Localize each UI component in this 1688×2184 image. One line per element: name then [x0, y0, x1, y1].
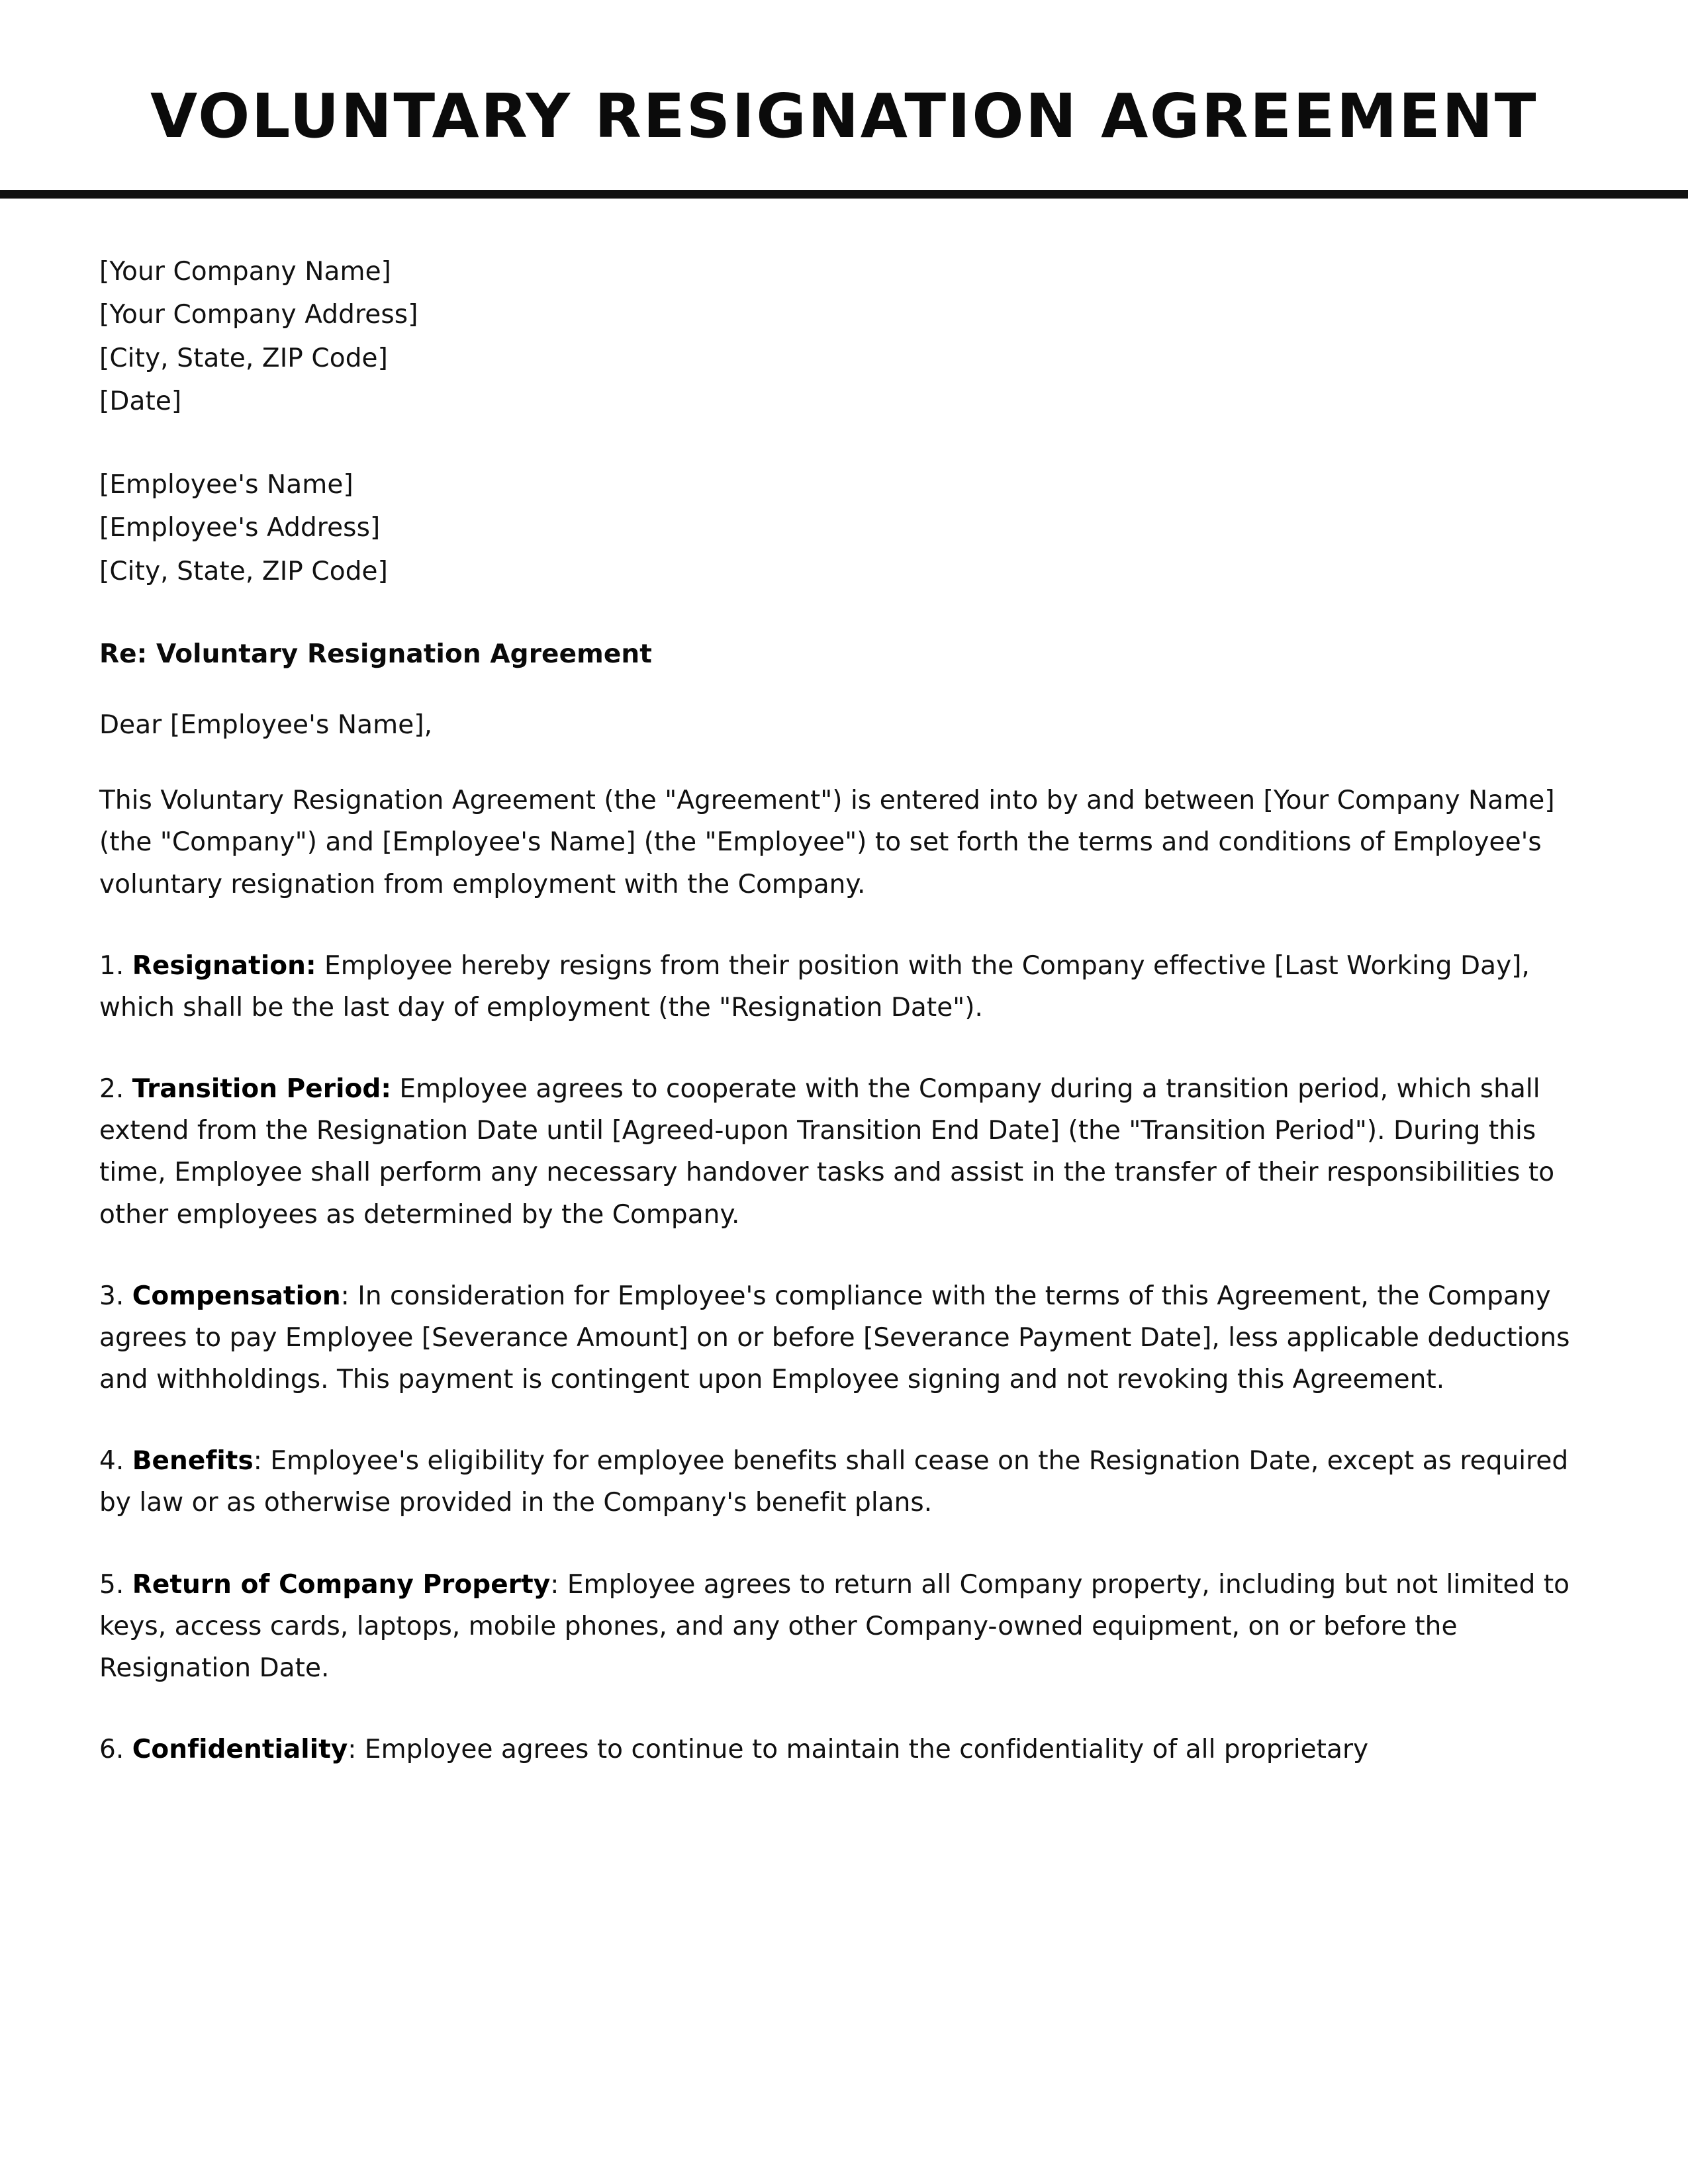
- company-address-line: [Your Company Address]: [99, 300, 418, 330]
- section-paragraph-5: [99, 1564, 1589, 1690]
- section-number-3: 3.: [99, 1281, 124, 1311]
- section-heading-2: Transition Period:: [132, 1074, 391, 1105]
- section-paragraph-1: [99, 945, 1589, 1028]
- salutation: Dear [Employee's Name],: [99, 710, 433, 741]
- address-block-spacer: [99, 424, 1589, 463]
- employee-name-line: [Employee's Name]: [99, 469, 353, 500]
- section-number-6: 6.: [99, 1735, 124, 1765]
- section-heading-6: Confidentiality: [132, 1735, 348, 1765]
- section-body-4: : Employee's eligibility for employee benefits shall cease on the Resignation Date, except as required by law or as otherwise provided in the Company's benefit plans.: [99, 1446, 1569, 1518]
- section-number-5: 5.: [99, 1569, 124, 1600]
- title-area: [0, 0, 1688, 152]
- section-heading-5: Return of Company Property: [132, 1569, 551, 1600]
- section-heading-1: Resignation:: [132, 950, 316, 981]
- section-paragraph-2: [99, 1068, 1589, 1236]
- company-address-block: [99, 250, 1589, 424]
- section-number-1: 1.: [99, 950, 124, 981]
- company-name-line: [Your Company Name]: [99, 256, 391, 287]
- employee-address-line: [Employee's Address]: [99, 513, 381, 543]
- date-line: [Date]: [99, 387, 182, 417]
- employee-city-state-zip-line: [City, State, ZIP Code]: [99, 556, 388, 586]
- section-paragraph-4: [99, 1440, 1589, 1524]
- employee-address-block: [99, 463, 1589, 594]
- section-body-3: : In consideration for Employee's compliance with the terms of this Agreement, the Company agrees to pay Employee [Severance Amount] on or before [Severance Payment Date], less applicable deductions and withholdings. This payment is contingent upon Employee signing and not revoking this Agreement.: [99, 1281, 1570, 1395]
- section-number-4: 4.: [99, 1446, 124, 1477]
- document-body: [0, 250, 1688, 1771]
- section-body-2: Employee agrees to cooperate with the Company during a transition period, which shall extend from the Resignation Date until [Agreed-upon Transition End Date] (the "Transition Period"). During this time, Employee shall perform any necessary handover tasks and assist in the transfer of their responsibilities to other employees as determined by the Company.: [99, 1074, 1555, 1230]
- section-paragraph-6: [99, 1729, 1589, 1770]
- intro-paragraph: This Voluntary Resignation Agreement (the "Agreement") is entered into by and between [Your Company Name] (the "Company") and [Employee's Name] (the "Employee") to set forth the terms and conditions of Employee's voluntary resignation from employment with the Company.: [99, 786, 1555, 899]
- company-city-state-zip-line: [City, State, ZIP Code]: [99, 343, 388, 373]
- section-body-1: Employee hereby resigns from their position with the Company effective [Last Working Day], which shall be the last day of employment (the "Resignation Date").: [99, 950, 1530, 1023]
- section-paragraph-3: [99, 1275, 1589, 1401]
- section-body-5: : Employee agrees to return all Company property, including but not limited to keys, access cards, laptops, mobile phones, and any other Company-owned equipment, on or before the Resignation Date.: [99, 1569, 1570, 1683]
- section-body-6: : Employee agrees to continue to maintain the confidentiality of all proprietary: [348, 1735, 1369, 1765]
- title-divider-rule: [0, 190, 1688, 199]
- section-heading-4: Benefits: [132, 1446, 254, 1477]
- page-title: VOLUNTARY RESIGNATION AGREEMENT: [150, 81, 1538, 152]
- subject-line: Re: Voluntary Resignation Agreement: [99, 639, 653, 670]
- section-heading-3: Compensation: [132, 1281, 341, 1311]
- section-number-2: 2.: [99, 1074, 124, 1105]
